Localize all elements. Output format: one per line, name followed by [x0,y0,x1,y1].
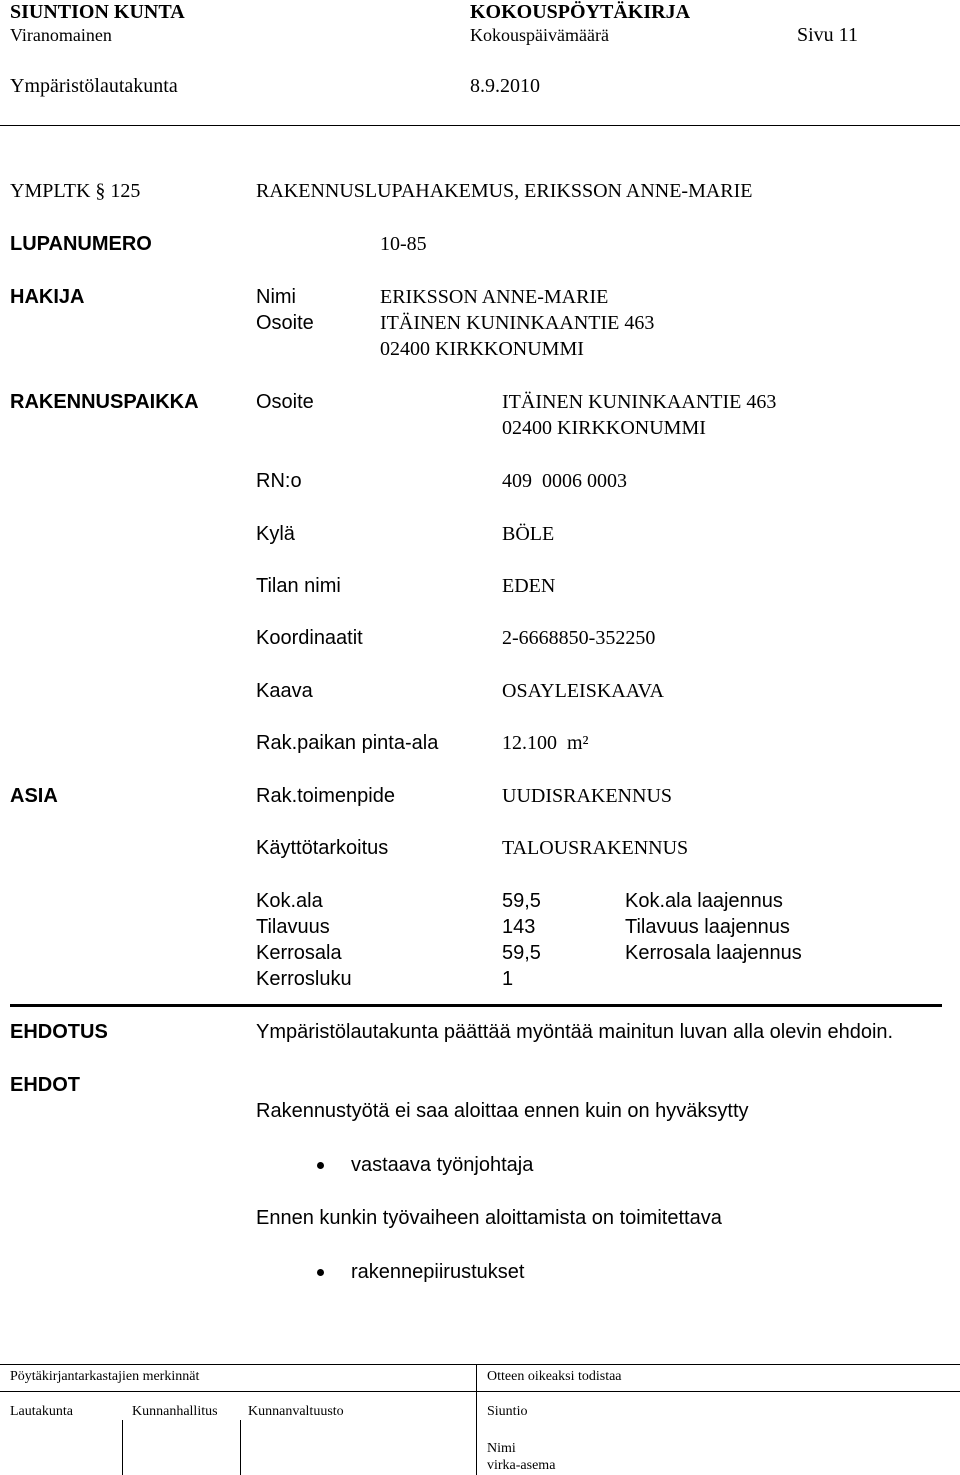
applicant-address-line1: ITÄINEN KUNINKAANTIE 463 [380,312,655,334]
section-divider [10,1004,942,1007]
header-divider [0,125,960,126]
rn-value: 409 0006 0003 [502,470,627,492]
figures-row-label: Kerrosluku [256,968,352,990]
figures-row-value: 59,5 [502,890,541,912]
figures-row-extra: Kerrosala laajennus [625,942,802,964]
condition-bullet: rakennepiirustukset [351,1261,525,1283]
figures-row-value: 59,5 [502,942,541,964]
site-area-label: Rak.paikan pinta-ala [256,732,439,754]
footer-position-label: virka-asema [487,1458,556,1473]
permit-number: 10-85 [380,233,427,255]
estate-value: EDEN [502,575,556,597]
conditions-section: EHDOT [10,1074,80,1096]
village-label: Kylä [256,523,295,545]
footer-top-border [0,1364,960,1365]
estate-label: Tilan nimi [256,575,341,597]
proposal-section: EHDOTUS [10,1021,108,1043]
applicant-section: HAKIJA [10,286,85,308]
figures-row-value: 143 [502,916,536,938]
site-address-line1: ITÄINEN KUNINKAANTIE 463 [502,391,777,413]
bullet-icon [317,1162,324,1169]
applicant-address-label: Osoite [256,312,314,334]
figures-row-extra: Kok.ala laajennus [625,890,783,912]
measure-value: UUDISRAKENNUS [502,785,673,807]
site-area-value: 12.100 m² [502,732,589,754]
site-address-line2: 02400 KIRKKONUMMI [502,417,706,439]
plan-value: OSAYLEISKAAVA [502,680,664,702]
applicant-name: ERIKSSON ANNE-MARIE [380,286,609,308]
permit-number-label: LUPANUMERO [10,233,152,255]
figures-row-value: 1 [502,968,514,990]
footer-column-divider [476,1364,477,1475]
certified-label: Otteen oikeaksi todistaa [487,1369,622,1384]
village-value: BÖLE [502,523,555,545]
footer-board-label: Kunnanhallitus [132,1404,218,1419]
applicant-address-line2: 02400 KIRKKONUMMI [380,338,584,360]
condition-bullet: vastaava työnjohtaja [351,1154,534,1176]
footer-board-label: Lautakunta [10,1404,73,1419]
footer-column-divider [122,1420,123,1475]
use-value: TALOUSRAKENNUS [502,837,689,859]
figures-row-label: Kerrosala [256,942,342,964]
document-type: KOKOUSPÖYTÄKIRJA [470,1,691,23]
meeting-date-label: Kokouspäivämäärä [470,25,609,45]
case-reference: YMPLTK § 125 [10,180,141,202]
meeting-date: 8.9.2010 [470,75,540,97]
reviewers-label: Pöytäkirjantarkastajien merkinnät [10,1369,200,1384]
site-address-label: Osoite [256,391,314,413]
footer-column-divider [240,1420,241,1475]
page-number: Sivu 11 [797,24,858,46]
matter-section: ASIA [10,785,58,807]
use-label: Käyttötarkoitus [256,837,389,859]
footer-place: Siuntio [487,1404,528,1419]
rn-label: RN:o [256,470,302,492]
proposal-text: Ympäristölautakunta päättää myöntää mainitun luvan alla olevin ehdoin. [256,1021,894,1043]
case-title: RAKENNUSLUPAHAKEMUS, ERIKSSON ANNE-MARIE [256,180,753,202]
condition-line: Rakennustyötä ei saa aloittaa ennen kuin on hyväksytty [256,1100,749,1122]
applicant-name-label: Nimi [256,286,296,308]
footer-board-label: Kunnanvaltuusto [248,1404,344,1419]
measure-label: Rak.toimenpide [256,785,395,807]
figures-row-label: Kok.ala [256,890,323,912]
site-section: RAKENNUSPAIKKA [10,391,199,413]
figures-row-extra: Tilavuus laajennus [625,916,790,938]
authority-name: Ympäristölautakunta [10,75,178,97]
plan-label: Kaava [256,680,313,702]
coordinates-label: Koordinaatit [256,627,363,649]
coordinates-value: 2-6668850-352250 [502,627,656,649]
municipality-name: SIUNTION KUNTA [10,1,185,23]
condition-line: Ennen kunkin työvaiheen aloittamista on toimitettava [256,1207,722,1229]
footer-row-border [0,1391,960,1392]
figures-row-label: Tilavuus [256,916,330,938]
authority-label: Viranomainen [10,25,112,45]
footer-name-label: Nimi [487,1441,516,1456]
bullet-icon [317,1269,324,1276]
